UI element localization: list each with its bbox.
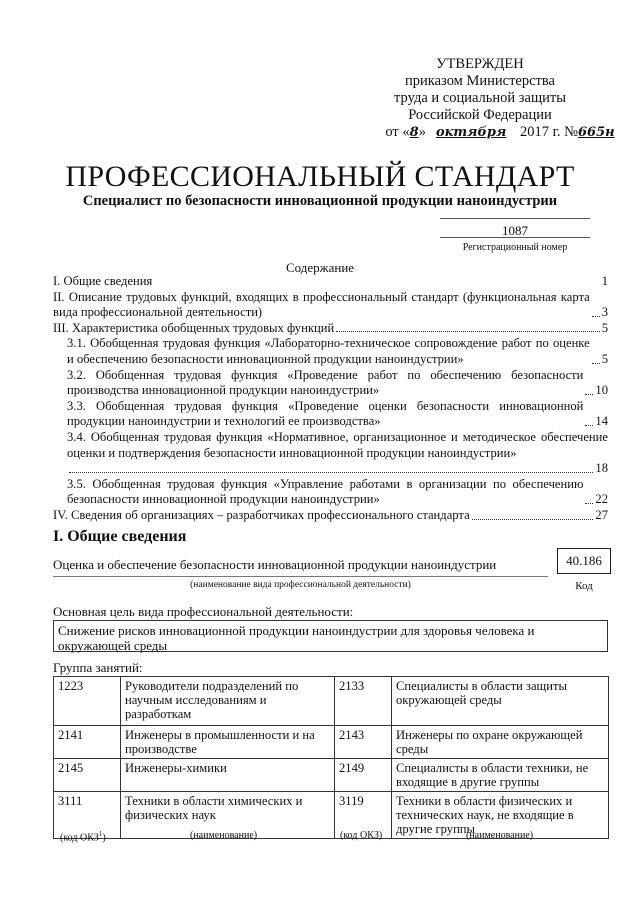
approval-line-3: труда и социальной защиты xyxy=(394,90,566,106)
toc-title: Содержание xyxy=(285,260,355,275)
toc-item-text: II. Описание трудовых функций, входящих в профессиональный стандарт (функциональная карта вида профессиональной деятельности) xyxy=(53,289,590,320)
approval-line-2: приказом Министерства xyxy=(405,73,555,89)
caption-code-end: ) xyxy=(102,832,106,844)
toc-item-text: I. Общие сведения xyxy=(53,274,153,288)
occupation-name: Инженеры в промышленности и на производстве xyxy=(121,726,335,759)
date-mid: » xyxy=(418,124,426,140)
toc-item[interactable] xyxy=(53,477,608,508)
toc-item-page: 5 xyxy=(601,351,608,366)
toc-item[interactable] xyxy=(53,508,608,524)
approval-block xyxy=(340,56,620,141)
activity-caption: (наименование вида профессиональной деятельности) xyxy=(190,580,411,590)
registration-label: Регистрационный номер xyxy=(462,242,568,253)
toc-item-page: 3 xyxy=(601,305,608,320)
goal-text: Снижение рисков инновационной продукции наноиндустрии для здоровья человека и окружающей среды xyxy=(53,620,608,652)
toc-item-text: IV. Сведения об организациях – разработчиках профессионального стандарта xyxy=(53,507,470,522)
toc-item[interactable] xyxy=(53,274,608,290)
date-number: 665н xyxy=(578,125,615,140)
okz-code: 2145 xyxy=(54,759,121,792)
toc-item-text: 3.2. Обобщенная трудовая функция «Проведение работ по обеспечению безопасности производства инновационной продукции наноиндустрии» xyxy=(67,367,584,398)
occupation-name: Специалисты в области техники, не входящие в другие группы xyxy=(392,759,609,792)
registration-divider xyxy=(440,237,590,238)
section-heading: I. Общие сведения xyxy=(53,528,187,545)
okz-code: 3119 xyxy=(335,792,392,839)
caption-name-2: (наименование) xyxy=(466,830,534,841)
toc-item-text: 3.1. Обобщенная трудовая функция «Лабораторно-техническое сопровождение работ по оценке и обеспечению безопасности инновационной продукции наноиндустрии» xyxy=(67,336,590,366)
activity-code: 40.186 xyxy=(557,548,611,574)
toc-item-page: 5 xyxy=(601,320,608,335)
code-caption: Код xyxy=(575,580,593,592)
activity-kind: Оценка и обеспечение безопасности инновационной продукции наноиндустрии xyxy=(53,557,548,577)
approval-date xyxy=(340,124,620,141)
toc-item-text: 3.5. Обобщенная трудовая функция «Управление работами в организации по обеспечению безопасности инновационной продукции наноиндустрии» xyxy=(67,476,584,507)
toc-item-page: 10 xyxy=(595,383,608,398)
toc-item[interactable] xyxy=(53,368,608,399)
date-month: октября xyxy=(435,125,507,140)
caption-okz-code-2: (код ОКЗ) xyxy=(340,830,383,841)
footnote-mark: 1 xyxy=(98,830,103,838)
document-title: ПРОФЕССИОНАЛЬНЫЙ СТАНДАРТ xyxy=(65,160,575,193)
toc-item-page: 22 xyxy=(595,492,608,507)
table-row xyxy=(54,759,609,792)
table-row xyxy=(54,726,609,759)
occupation-groups-table xyxy=(53,676,609,839)
table-of-contents xyxy=(53,274,608,524)
group-label: Группа занятий: xyxy=(53,660,143,675)
occupation-name: Инженеры-химики xyxy=(121,759,335,792)
registration-number: 1087 xyxy=(440,218,590,239)
toc-leader xyxy=(585,425,593,426)
okz-code: 2149 xyxy=(335,759,392,792)
date-day: 8 xyxy=(409,125,419,140)
toc-item-page: 14 xyxy=(595,414,608,429)
approval-line-4: Российской Федерации xyxy=(408,107,552,123)
toc-leader xyxy=(585,394,593,395)
document-subtitle: Специалист по безопасности инновационной продукции наноиндустрии xyxy=(82,193,558,209)
toc-item-text: 3.4. Обобщенная трудовая функция «Нормативное, организационное и методическое обеспечение оценки и подтверждения безопасности инновационной продукции наноиндустрии» xyxy=(67,429,608,460)
toc-item[interactable] xyxy=(53,336,608,367)
toc-leader xyxy=(592,363,600,364)
goal-label: Основная цель вида профессиональной деятельности: xyxy=(53,604,354,619)
occupation-name: Техники в области физических и технических наук, не входящие в другие группы xyxy=(392,792,609,839)
approval-title: УТВЕРЖДЕН xyxy=(436,56,524,72)
okz-code: 2143 xyxy=(335,726,392,759)
date-year: 2017 г. № xyxy=(519,124,578,140)
toc-item-page: 27 xyxy=(595,507,608,522)
occupation-name: Руководители подразделений по научным исследованиям и разработкам xyxy=(121,677,335,726)
toc-item-text: III. Характеристика обобщенных трудовых функций xyxy=(53,320,335,335)
caption-name: (наименование) xyxy=(190,830,258,841)
toc-leader xyxy=(69,472,593,473)
toc-item[interactable] xyxy=(53,430,608,477)
okz-code: 2141 xyxy=(54,726,121,759)
toc-leader xyxy=(472,519,594,520)
occupation-name: Инженеры по охране окружающей среды xyxy=(392,726,609,759)
toc-item[interactable] xyxy=(53,290,608,321)
occupation-name: Техники в области химических и физических наук xyxy=(121,792,335,839)
okz-code: 2133 xyxy=(335,677,392,726)
table-row xyxy=(54,677,609,726)
toc-item[interactable] xyxy=(53,321,608,337)
date-prefix: от « xyxy=(385,124,410,140)
toc-leader xyxy=(585,503,593,504)
toc-item[interactable] xyxy=(53,399,608,430)
caption-okz-code xyxy=(60,830,106,843)
okz-code: 1223 xyxy=(54,677,121,726)
toc-item-page: 18 xyxy=(595,461,608,476)
occupation-name: Специалисты в области защиты окружающей среды xyxy=(392,677,609,726)
caption-code-text: (код ОКЗ xyxy=(60,832,99,844)
toc-leader xyxy=(336,331,600,332)
toc-item-page: 1 xyxy=(601,274,608,288)
toc-item-text: 3.3. Обобщенная трудовая функция «Проведение оценки безопасности инновационной продукции наноиндустрии и технологий ее производства» xyxy=(67,398,584,429)
okz-code: 3111 xyxy=(54,792,121,839)
toc-leader xyxy=(592,316,600,317)
